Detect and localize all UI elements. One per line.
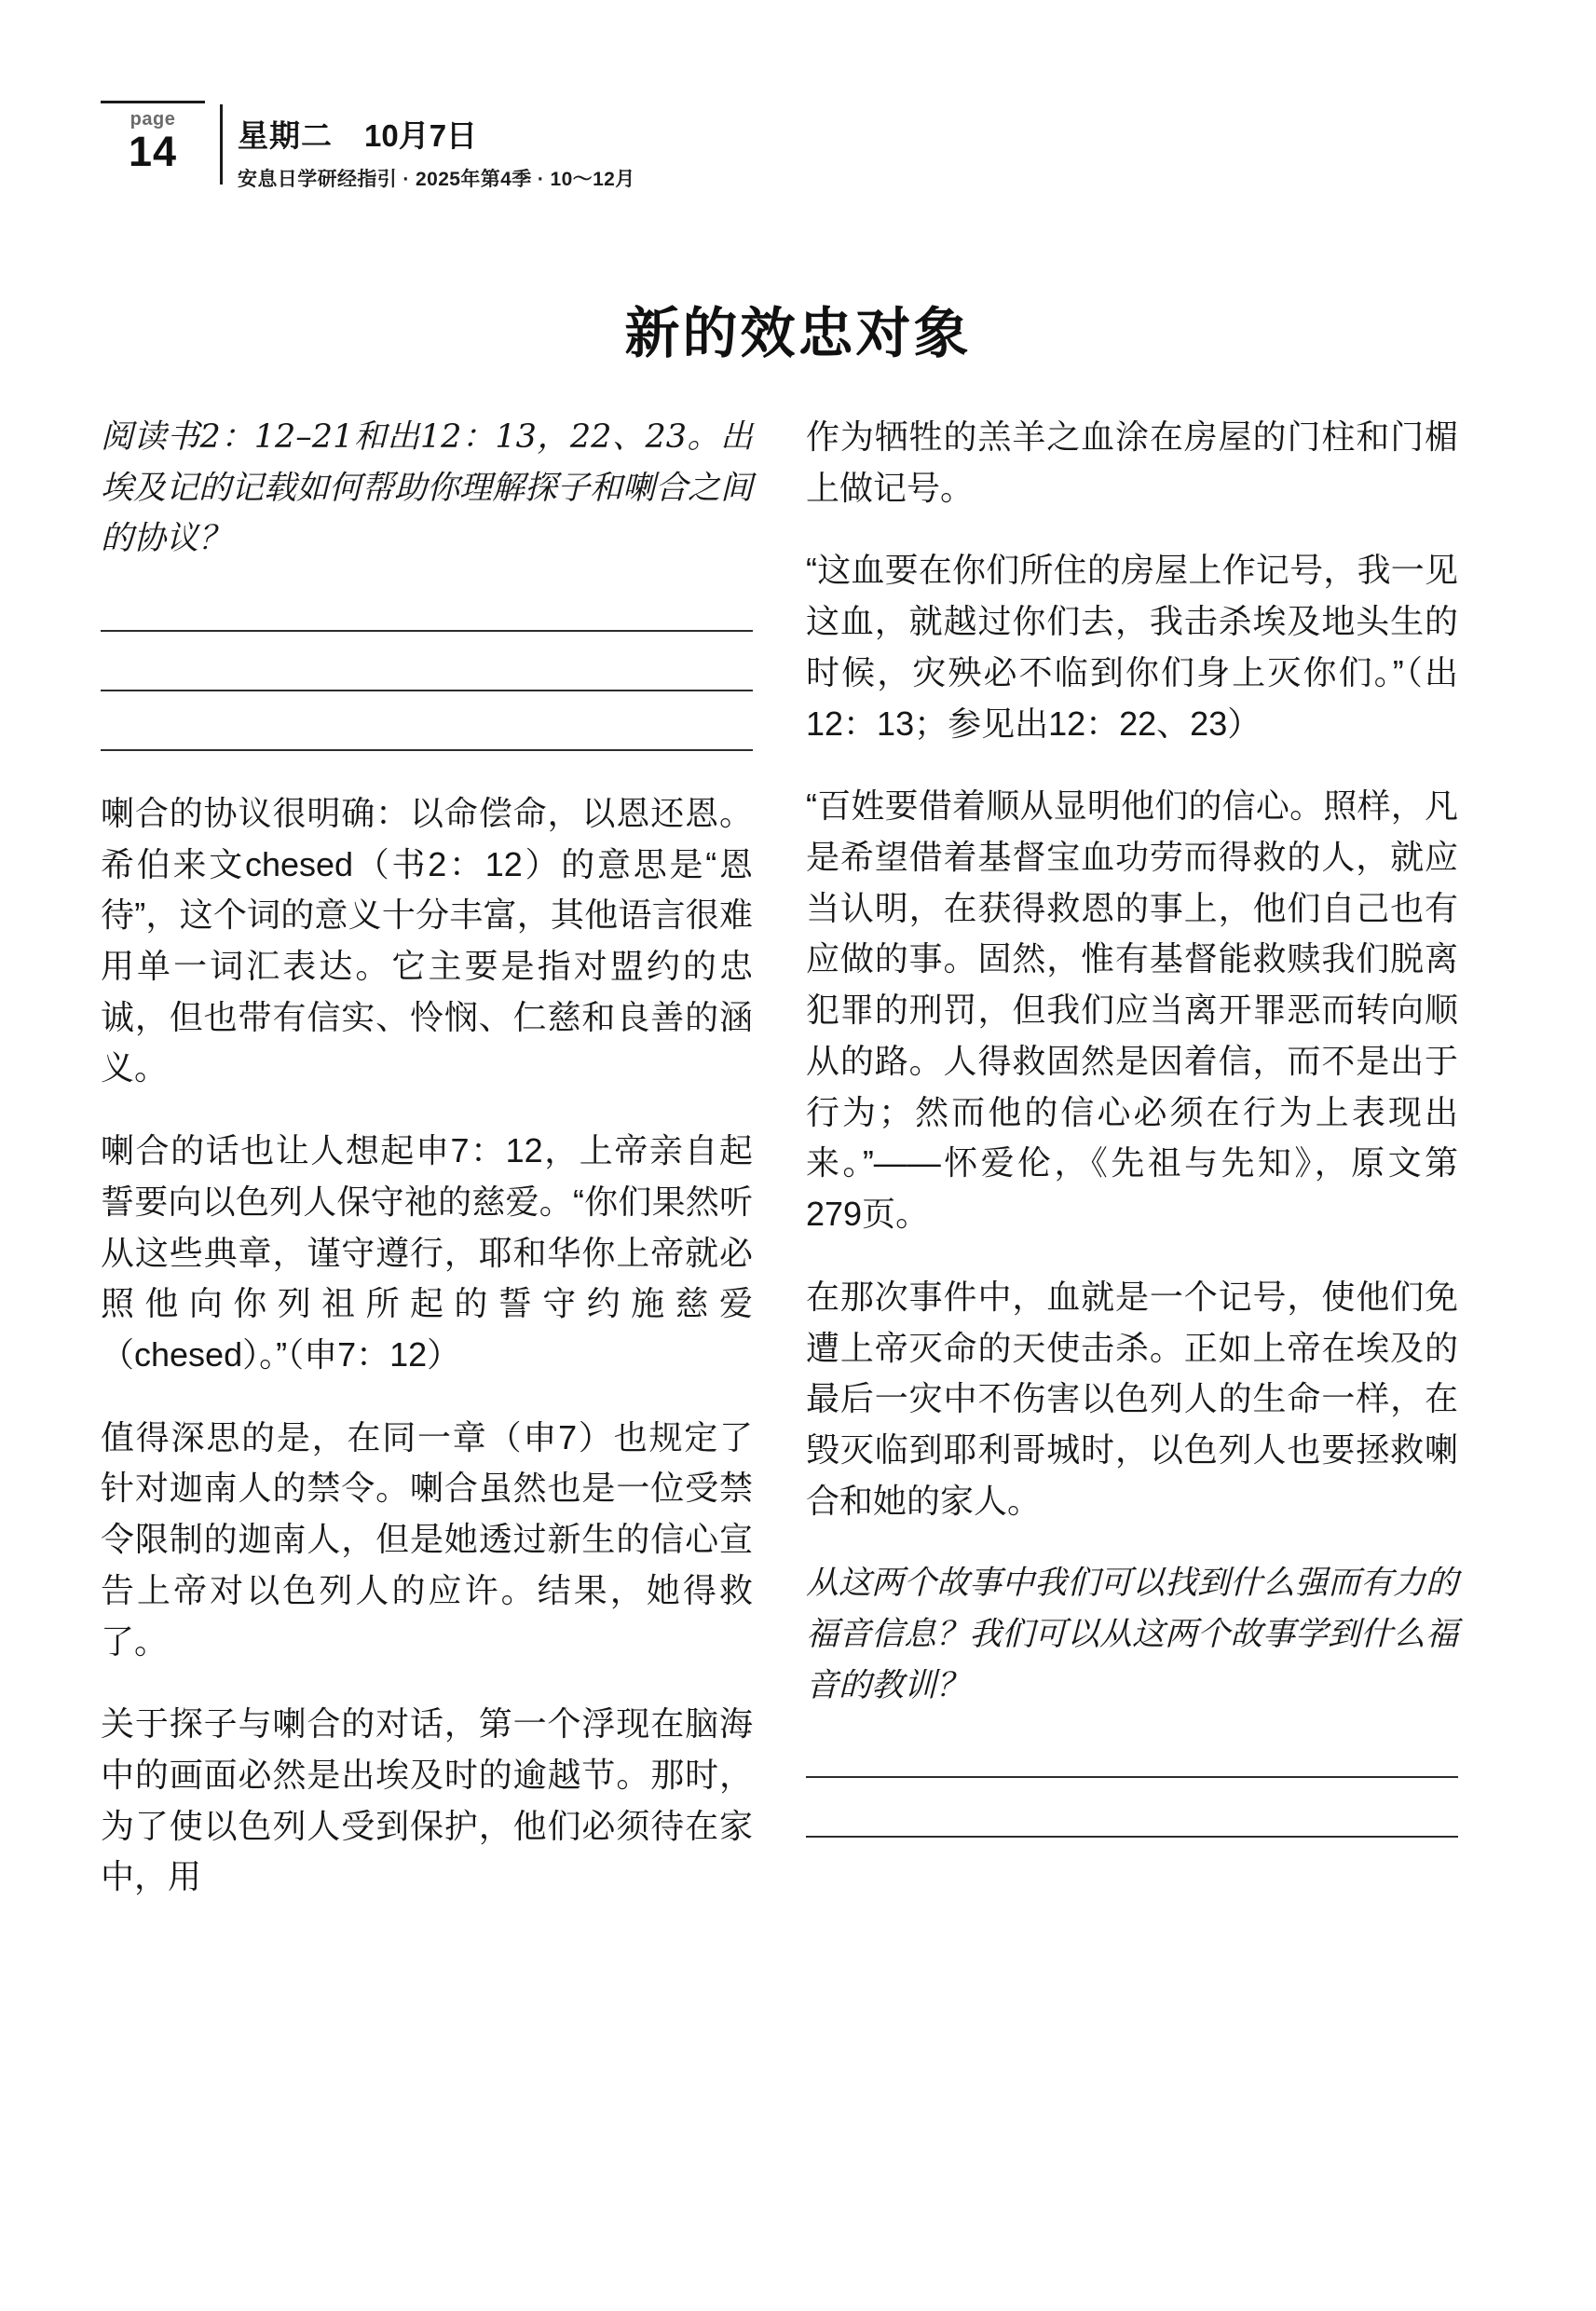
header-subtitle: 安息日学研经指引 · 2025年第4季 · 10～12月	[238, 169, 635, 190]
header-text-block	[238, 101, 635, 192]
paragraph: 喇合的话也让人想起申7：12，上帝亲自起誓要向以色列人保守祂的慈爱。“你们果然听从这些典章，谨守遵行，耶和华你上帝就必照他向你列祖所起的誓守约施慈爱（chesed）。”（申7：12）	[101, 1131, 753, 1374]
answer-lines-left	[101, 593, 753, 751]
left-column	[101, 412, 753, 1935]
paragraph: “这血要在你们所住的房屋上作记号，我一见这血，就越过你们去，我击杀埃及地头生的时候，灾殃必不临到你们身上灭你们。”（出12：13；参见出12：22、23）	[806, 551, 1458, 743]
paragraph: 作为牺牲的羔羊之血涂在房屋的门柱和门楣上做记号。	[806, 417, 1458, 507]
answer-line[interactable]	[101, 593, 753, 632]
paragraph: 值得深思的是，在同一章（申7）也规定了针对迦南人的禁令。喇合虽然也是一位受禁令限制的迦南人，但是她透过新生的信心宣告上帝对以色列人的应许。结果，她得救了。	[101, 1417, 753, 1661]
date-label: 10月7日	[364, 118, 478, 153]
header-divider	[220, 104, 223, 185]
page-number-block	[101, 101, 205, 173]
header-date-line	[238, 112, 635, 156]
page-header	[101, 101, 1032, 203]
paragraph: 喇合的协议很明确：以命偿命，以恩还恩。希伯来文chesed（书2：12）的意思是“恩待”，这个词的意义十分丰富，其他语言很难用单一词汇表达。它主要是指对盟约的忠诚，但也带有信实、怜悯、仁慈和良善的涵义。	[101, 793, 753, 1087]
answer-line[interactable]	[806, 1778, 1458, 1838]
study-question-left: 阅读书2：12–21和出12：13，22、23。出埃及记的记载如何帮助你理解探子和喇合之间的协议？	[101, 418, 754, 558]
study-question-right: 从这两个故事中我们可以找到什么强而有力的福音信息？我们可以从这两个故事学到什么福音的教训？	[806, 1565, 1459, 1704]
paragraph: 关于探子与喇合的对话，第一个浮现在脑海中的画面必然是出埃及时的逾越节。那时，为了使以色列人受到保护，他们必须待在家中，用	[101, 1704, 753, 1896]
paragraph: “百姓要借着顺从显明他们的信心。照样，凡是希望借着基督宝血功劳而得救的人，就应当认明，在获得救恩的事上，他们自己也有应做的事。固然，惟有基督能救赎我们脱离犯罪的刑罚，但我们应当离开罪恶而转向顺从的路。人得救固然是因着信，而不是出于行为；然而他的信心必须在行为上表现出来。”——怀爱伦，《先祖与先知》，原文第279页。	[806, 786, 1458, 1234]
page-number: 14	[128, 128, 178, 175]
answer-lines-right	[806, 1739, 1458, 1838]
page-title: 新的效忠对象	[624, 301, 972, 365]
answer-line[interactable]	[101, 632, 753, 691]
weekday-label: 星期二	[238, 118, 333, 153]
answer-line[interactable]	[101, 691, 753, 751]
right-column	[806, 412, 1458, 1875]
page-label: page	[130, 109, 176, 130]
paragraph: 在那次事件中，血就是一个记号，使他们免遭上帝灭命的天使击杀。正如上帝在埃及的最后一灾中不伤害以色列人的生命一样，在毁灭临到耶利哥城时，以色列人也要拯救喇合和她的家人。	[806, 1277, 1458, 1520]
answer-line[interactable]	[806, 1739, 1458, 1778]
